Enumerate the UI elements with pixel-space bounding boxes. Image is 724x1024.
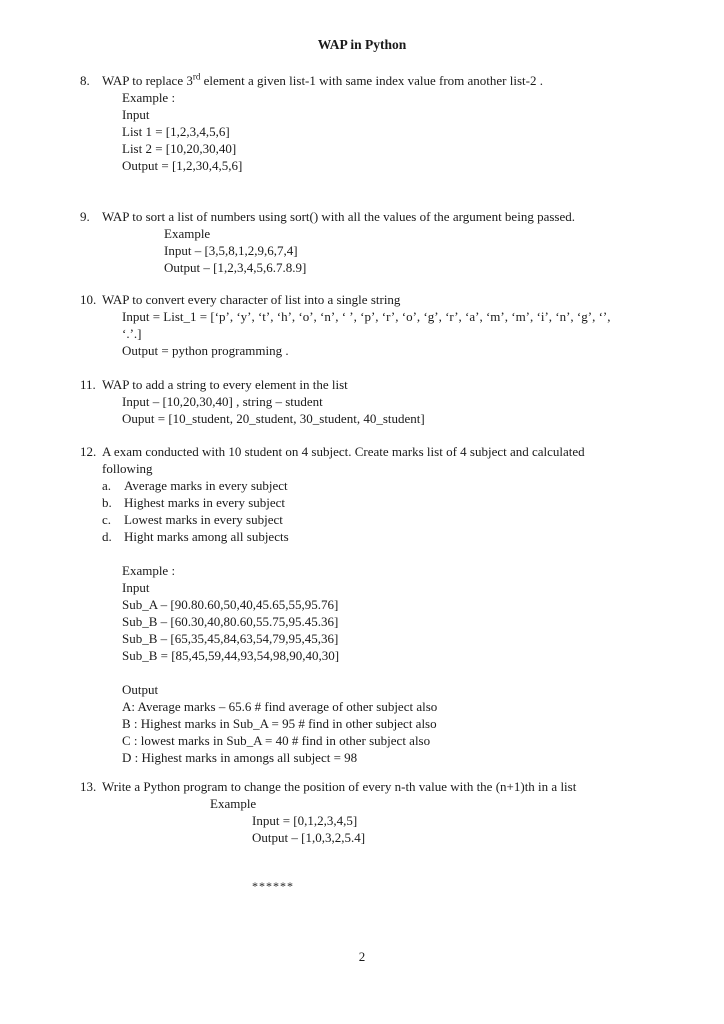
question-number: 11. <box>80 377 96 392</box>
sub-b-line: Sub_B – [65,35,45,84,63,54,79,95,45,36] <box>122 631 339 646</box>
option-list <box>80 477 660 545</box>
question-12 <box>80 443 660 766</box>
input-label: Input <box>122 580 150 595</box>
option-item: d. Hight marks among all subjects <box>102 529 289 544</box>
list-1-line: List 1 = [1,2,3,4,5,6] <box>122 124 230 139</box>
input-line: Input = [0,1,2,3,4,5] <box>252 813 358 828</box>
question-number: 12. <box>80 444 97 459</box>
output-line: Ouput = [10_student, 20_student, 30_student, 40_student] <box>122 411 425 426</box>
option-item: c. Lowest marks in every subject <box>102 512 283 527</box>
question-8 <box>80 72 660 174</box>
example-label: Example <box>210 796 257 811</box>
page-title: WAP in Python <box>317 37 407 52</box>
sub-a-line: Sub_A – [90.80.60,50,40,45.65,55,95.76] <box>122 597 339 612</box>
question-9 <box>80 208 660 276</box>
output-line: Output = [1,2,30,4,5,6] <box>122 158 243 173</box>
list-2-line: List 2 = [10,20,30,40] <box>122 141 237 156</box>
question-stem: A exam conducted with 10 student on 4 subject. Create marks list of 4 subject and calculated <box>102 444 585 459</box>
option-item: b. Highest marks in every subject <box>102 495 286 510</box>
question-stem: Write a Python program to change the position of every n-th value with the (n+1)th in a list <box>102 779 577 794</box>
output-line-a: A: Average marks – 65.6 # find average of other subject also <box>122 699 438 714</box>
question-stem: WAP to add a string to every element in the list <box>102 377 348 392</box>
question-stem: WAP to sort a list of numbers using sort() with all the values of the argument being passed. <box>102 209 575 224</box>
question-stem-continued: following <box>102 461 153 476</box>
question-number: 13. <box>80 779 97 794</box>
example-label: Example <box>164 226 211 241</box>
question-number: 9. <box>80 209 90 224</box>
question-stem: WAP to convert every character of list into a single string <box>102 292 401 307</box>
end-marker: ****** <box>252 879 294 893</box>
output-line-b: B : Highest marks in Sub_A = 95 # find in other subject also <box>122 716 437 731</box>
example-label: Example : <box>122 563 176 578</box>
question-13 <box>80 778 660 846</box>
sub-b-line: Sub_B – [60.30,40,80.60,55.75,95.45.36] <box>122 614 339 629</box>
page-number: 2 <box>358 949 366 964</box>
output-line: Output – [1,0,3,2,5.4] <box>252 830 366 845</box>
question-10 <box>80 291 660 359</box>
output-line-d: D : Highest marks in amongs all subject = 98 <box>122 750 358 765</box>
output-line: Output = python programming . <box>122 343 289 358</box>
question-number: 8. <box>80 73 90 88</box>
option-item: a. Average marks in every subject <box>102 478 288 493</box>
output-line: Output – [1,2,3,4,5,6.7.8.9] <box>164 260 307 275</box>
question-11 <box>80 376 660 427</box>
sub-b-line: Sub_B = [85,45,59,44,93,54,98,90,40,30] <box>122 648 340 663</box>
input-label: Input <box>122 107 150 122</box>
input-line: Input = List_1 = [‘p’, ‘y’, ‘t’, ‘h’, ‘o’, ‘n’, ‘ ’, ‘p’, ‘r’, ‘o’, ‘g’, ‘r’, ‘a’, ‘m’, ‘m’, ‘i’, ‘n’, ‘g’, ‘’, <box>122 309 611 324</box>
input-line-continued: ‘.’.] <box>122 326 142 341</box>
example-label: Example : <box>122 90 176 105</box>
input-line: Input – [10,20,30,40] , string – student <box>122 394 323 409</box>
question-stem: WAP to replace 3rd element a given list-1 with same index value from another list-2 . <box>102 71 543 88</box>
question-number: 10. <box>80 292 97 307</box>
output-line-c: C : lowest marks in Sub_A = 40 # find in other subject also <box>122 733 431 748</box>
output-label: Output <box>122 682 159 697</box>
input-line: Input – [3,5,8,1,2,9,6,7,4] <box>164 243 298 258</box>
